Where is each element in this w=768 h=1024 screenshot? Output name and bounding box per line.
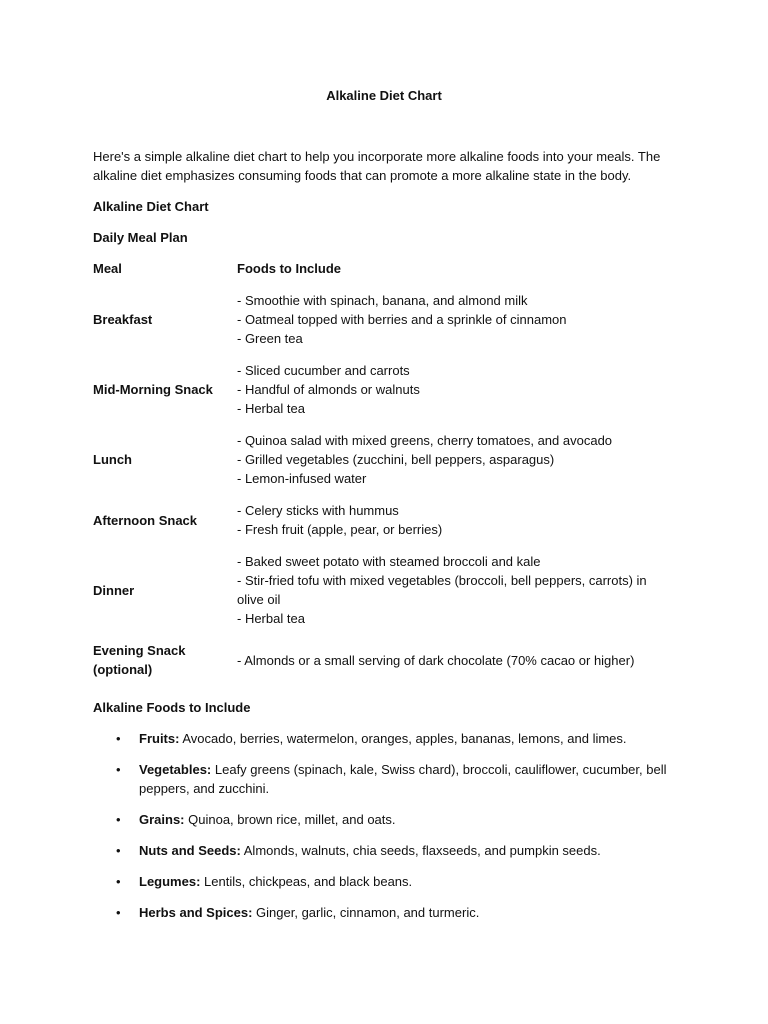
bullet-icon: • <box>116 762 121 777</box>
food-line: - Fresh fruit (apple, pear, or berries) <box>237 522 443 537</box>
meal-foods <box>237 552 673 641</box>
food-category-label: Nuts and Seeds: <box>139 843 241 858</box>
meal-foods <box>237 501 673 552</box>
meal-foods <box>237 361 673 431</box>
food-category-label: Grains: <box>139 812 185 827</box>
header-foods: Foods to Include <box>237 261 341 276</box>
food-category-label: Legumes: <box>139 874 201 889</box>
meal-name: Breakfast <box>93 312 153 327</box>
list-item <box>116 729 673 748</box>
food-category-text: Lentils, chickpeas, and black beans. <box>200 874 413 889</box>
food-line: - Almonds or a small serving of dark chocolate (70% cacao or higher) <box>237 652 635 668</box>
food-line: - Lemon-infused water <box>237 471 367 486</box>
meal-plan-table <box>93 259 673 692</box>
table-header-row <box>93 259 673 291</box>
header-meal: Meal <box>93 261 122 276</box>
foods-heading: Alkaline Foods to Include <box>93 700 251 715</box>
bullet-icon: • <box>116 731 121 746</box>
table-row <box>93 501 673 552</box>
table-row <box>93 361 673 431</box>
food-line: - Herbal tea <box>237 401 305 416</box>
food-category-text: Quinoa, brown rice, millet, and oats. <box>184 812 396 827</box>
bullet-icon: • <box>116 874 121 889</box>
food-line: - Celery sticks with hummus <box>237 503 399 518</box>
food-line: - Stir-fried tofu with mixed vegetables (broccoli, bell peppers, carrots) in olive oil <box>237 573 647 607</box>
meal-name: Evening Snack (optional) <box>93 643 186 677</box>
list-item <box>116 810 673 829</box>
food-category-text: Avocado, berries, watermelon, oranges, apples, bananas, lemons, and limes. <box>179 731 627 746</box>
food-category-text: Ginger, garlic, cinnamon, and turmeric. <box>252 905 480 920</box>
bullet-icon: • <box>116 812 121 827</box>
document-title: Alkaline Diet Chart <box>326 88 442 103</box>
meal-plan-heading: Daily Meal Plan <box>93 230 188 245</box>
intro-paragraph: Here's a simple alkaline diet chart to help you incorporate more alkaline foods into your meals. The alkaline diet emphasizes consuming foods that can promote a more alkaline state in the body. <box>93 149 661 183</box>
meal-name: Mid-Morning Snack <box>93 382 213 397</box>
list-item <box>116 903 673 922</box>
food-line: - Green tea <box>237 331 303 346</box>
list-item <box>116 841 673 860</box>
food-line: - Handful of almonds or walnuts <box>237 382 420 397</box>
bullet-icon: • <box>116 905 121 920</box>
food-line: - Herbal tea <box>237 611 305 626</box>
food-category-label: Vegetables: <box>139 762 212 777</box>
food-line: - Baked sweet potato with steamed broccoli and kale <box>237 554 541 569</box>
food-category-label: Herbs and Spices: <box>139 905 253 920</box>
food-line: - Oatmeal topped with berries and a sprinkle of cinnamon <box>237 312 567 327</box>
meal-foods <box>237 291 673 361</box>
foods-list <box>93 729 673 922</box>
section-heading: Alkaline Diet Chart <box>93 199 209 214</box>
table-row <box>93 552 673 641</box>
food-line: - Sliced cucumber and carrots <box>237 363 410 378</box>
food-line: - Smoothie with spinach, banana, and almond milk <box>237 293 528 308</box>
food-category-text: Almonds, walnuts, chia seeds, flaxseeds, and pumpkin seeds. <box>240 843 601 858</box>
food-line: - Quinoa salad with mixed greens, cherry tomatoes, and avocado <box>237 433 613 448</box>
meal-rows <box>93 291 673 692</box>
bullet-icon: • <box>116 843 121 858</box>
meal-foods <box>237 641 673 692</box>
meal-name: Lunch <box>93 452 132 467</box>
meal-foods <box>237 431 673 501</box>
food-category-text: Leafy greens (spinach, kale, Swiss chard), broccoli, cauliflower, cucumber, bell peppers, and zucchini. <box>139 762 667 796</box>
food-category-label: Fruits: <box>139 731 180 746</box>
document-content <box>93 86 673 934</box>
list-item <box>116 872 673 891</box>
table-row <box>93 291 673 361</box>
table-row <box>93 641 673 692</box>
food-line: - Grilled vegetables (zucchini, bell peppers, asparagus) <box>237 452 555 467</box>
list-item <box>116 760 673 798</box>
meal-name: Afternoon Snack <box>93 512 198 528</box>
meal-name: Dinner <box>93 582 135 598</box>
table-row <box>93 431 673 501</box>
